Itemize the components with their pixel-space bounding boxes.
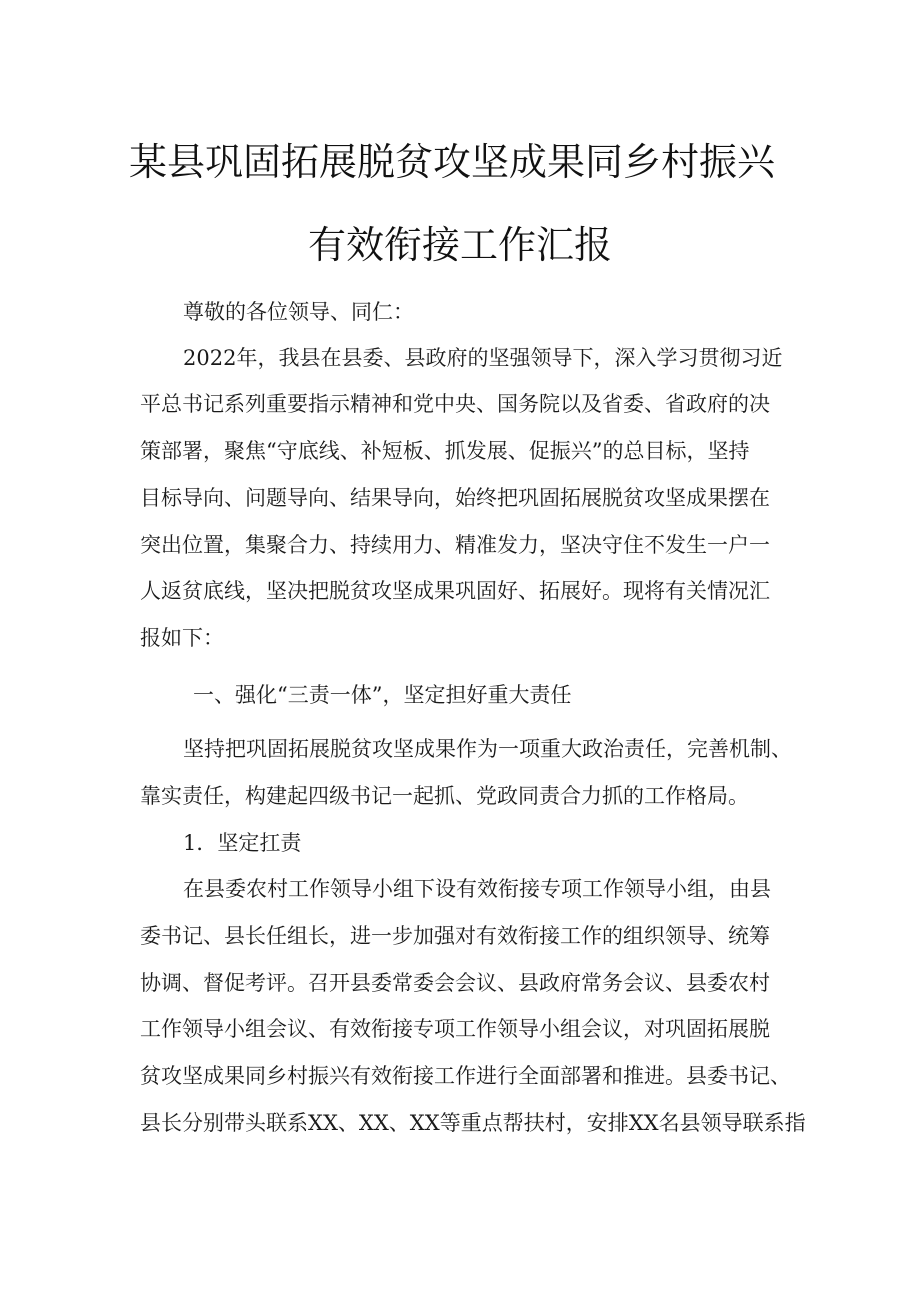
paragraph-1-line: 人返贫底线，坚决把脱贫攻坚成果巩固好、拓展好。现将有关情况汇 bbox=[140, 579, 770, 603]
document-title-line-1: 某县巩固拓展脱贫攻坚成果同乡村振兴 bbox=[128, 140, 775, 184]
subsection-heading-1: 1．坚定扛责 bbox=[183, 831, 302, 855]
paragraph-2-line: 坚持把巩固拓展脱贫攻坚成果作为一项重大政治责任，完善机制、 bbox=[183, 737, 792, 761]
salutation: 尊敬的各位领导、同仁： bbox=[183, 300, 414, 324]
document-title-line-2: 有效衔接工作汇报 bbox=[307, 223, 612, 267]
paragraph-3-line: 协调、督促考评。召开县委常委会会议、县政府常务会议、县委农村 bbox=[140, 971, 770, 995]
paragraph-3-line: 贫攻坚成果同乡村振兴有效衔接工作进行全面部署和推进。县委书记、 bbox=[140, 1064, 791, 1088]
paragraph-2-line: 靠实责任，构建起四级书记一起抓、党政同责合力抓的工作格局。 bbox=[140, 784, 749, 808]
paragraph-1-line: 报如下： bbox=[140, 626, 224, 650]
paragraph-1-line: 策部署，聚焦“守底线、补短板、抓发展、促振兴”的总目标，坚持 bbox=[140, 439, 750, 463]
paragraph-3-line: 县长分别带头联系XX、XX、XX等重点帮扶村，安排XX名县领导联系指 bbox=[140, 1111, 806, 1135]
paragraph-1-line: 目标导向、问题导向、结果导向，始终把巩固拓展脱贫攻坚成果摆在 bbox=[140, 486, 770, 510]
paragraph-1-line: 平总书记系列重要指示精神和党中央、国务院以及省委、省政府的决 bbox=[140, 392, 770, 416]
paragraph-1-line: 突出位置，集聚合力、持续用力、精准发力，坚决守住不发生一户一 bbox=[140, 533, 770, 557]
paragraph-1-line: 2022年，我县在县委、县政府的坚强领导下，深入学习贯彻习近 bbox=[183, 346, 783, 370]
section-heading-1: 一、强化“三责一体”，坚定担好重大责任 bbox=[193, 683, 572, 707]
paragraph-3-line: 工作领导小组会议、有效衔接专项工作领导小组会议，对巩固拓展脱 bbox=[140, 1017, 770, 1041]
paragraph-3-line: 委书记、县长任组长，进一步加强对有效衔接工作的组织领导、统筹 bbox=[140, 924, 770, 948]
paragraph-3-line: 在县委农村工作领导小组下设有效衔接专项工作领导小组，由县 bbox=[183, 877, 771, 901]
